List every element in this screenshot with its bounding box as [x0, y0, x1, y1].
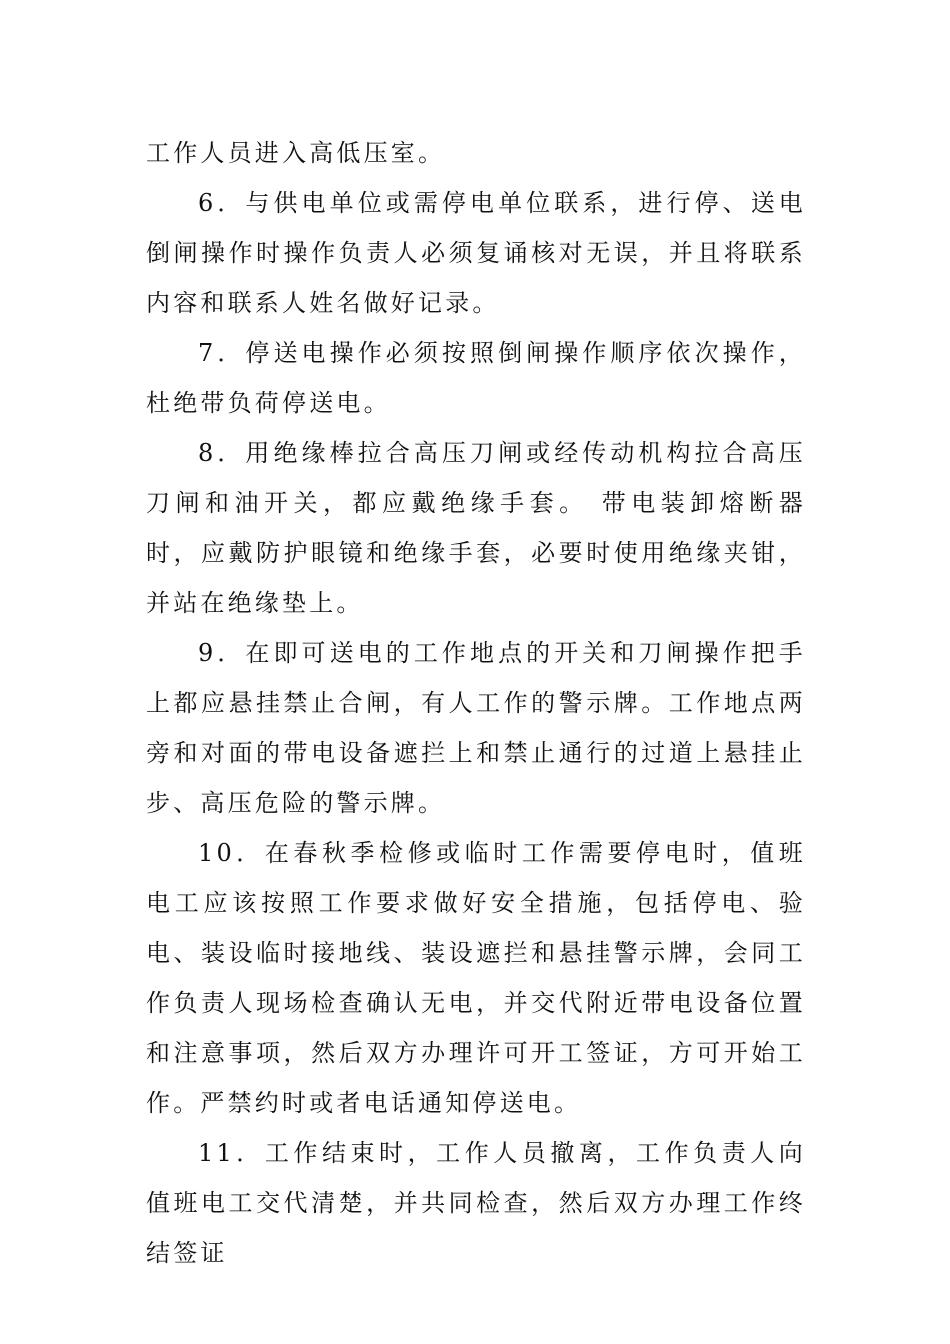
paragraph-item-8: 8．用绝缘棒拉合高压刀闸或经传动机构拉合高压刀闸和油开关，都应戴绝缘手套。 带电装卸熔断器时，应戴防护眼镜和绝缘手套，必要时使用绝缘夹钳，并站在绝缘垫上。 [146, 439, 806, 617]
paragraph-item-10: 10．在春秋季检修或临时工作需要停电时，值班电工应该按照工作要求做好安全措施，包括停电、验电、装设临时接地线、装设遮拦和悬挂警示牌，会同工作负责人现场检查确认无电，并交代附近带电设备位置和注意事项，然后双方办理许可开工签证，方可开始工作。严禁约时或者电话通知停送电。 [146, 839, 806, 1117]
paragraph-item-7: 7．停送电操作必须按照倒闸操作顺序依次操作，杜绝带负荷停送电。 [146, 339, 806, 417]
paragraph-item-9: 9．在即可送电的工作地点的开关和刀闸操作把手上都应悬挂禁止合闸，有人工作的警示牌。工作地点两旁和对面的带电设备遮拦上和禁止通行的过道上悬挂止步、高压危险的警示牌。 [146, 639, 806, 817]
document-body [146, 128, 806, 1278]
paragraph-item-6: 6．与供电单位或需停电单位联系，进行停、送电倒闸操作时操作负责人必须复诵核对无误，并且将联系内容和联系人姓名做好记录。 [146, 189, 806, 317]
paragraph-item-11: 11．工作结束时，工作人员撤离，工作负责人向值班电工交代清楚，并共同检查，然后双方办理工作终结签证 [146, 1139, 806, 1267]
paragraph: 工作人员进入高低压室。 [146, 139, 446, 167]
